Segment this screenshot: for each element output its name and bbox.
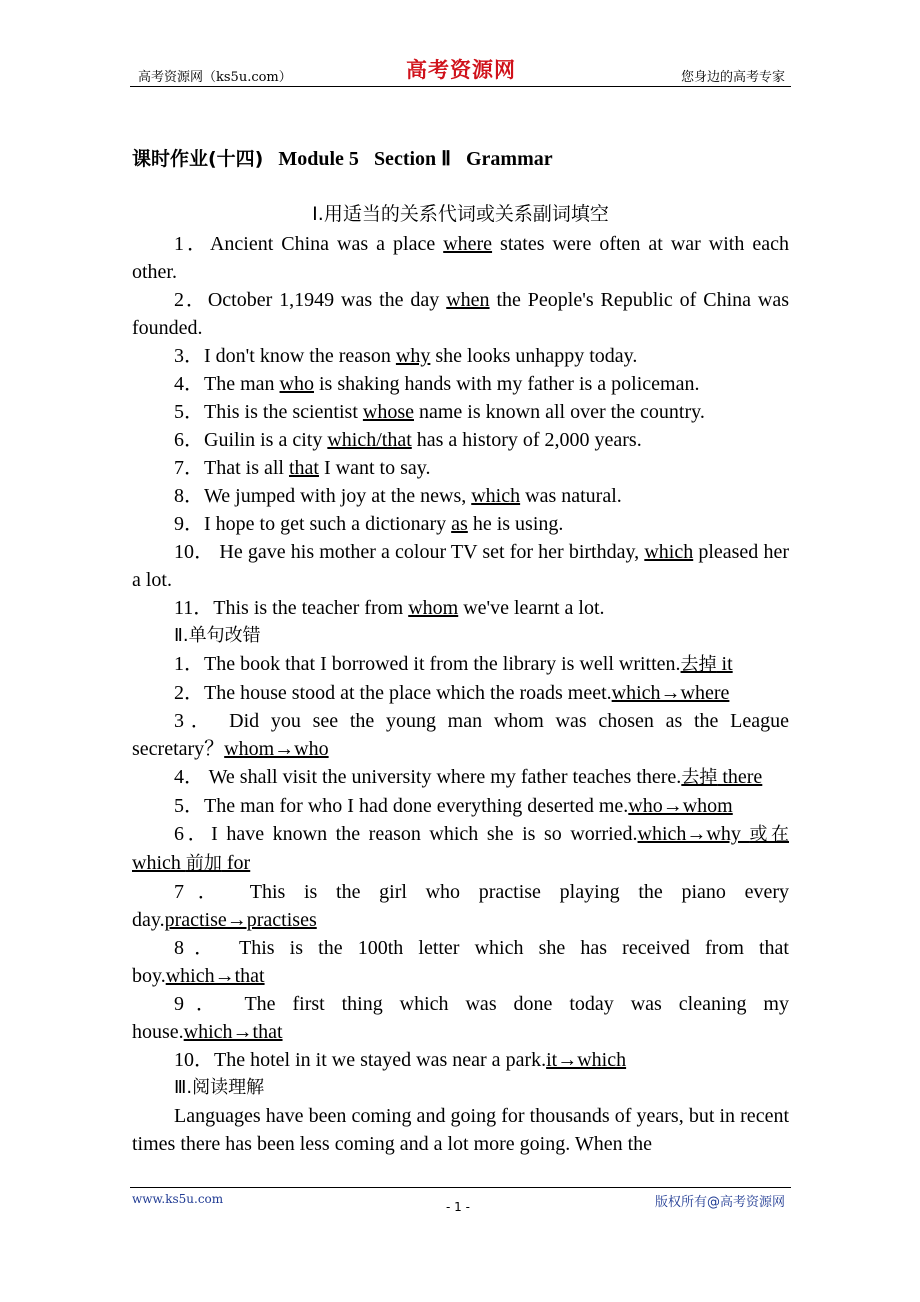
cjk-text: 前加: [185, 853, 222, 874]
document-body: [132, 200, 789, 1158]
fill-in-item-6: [132, 426, 789, 454]
title-cn: 课时作业(十四): [132, 148, 264, 170]
fill-in-item-2: [132, 286, 789, 342]
item-text: 8． This is the 100th letter which she has received from that boy.: [132, 937, 789, 987]
part1-list: [132, 230, 789, 622]
item-text: 7．That is all: [174, 457, 289, 479]
title-section: Section Ⅱ: [373, 148, 451, 170]
correction-item-5: [132, 792, 789, 820]
item-text: she looks unhappy today.: [430, 345, 638, 367]
answer-blank: that: [288, 457, 319, 479]
item-text: he is using.: [467, 513, 564, 535]
item-text: 10．The hotel in it we stayed was near a park.: [174, 1049, 547, 1071]
cjk-text: 去掉: [680, 654, 717, 675]
part2-list: [132, 650, 789, 1074]
header-right-text: 您身边的高考专家: [680, 70, 785, 85]
fill-in-item-5: [132, 398, 789, 426]
item-text: 2．The house stood at the place which the roads meet.: [174, 682, 612, 704]
correction-item-10: [132, 1046, 789, 1074]
correction-item-6: [132, 820, 789, 878]
fill-in-item-3: [132, 342, 789, 370]
correction-item-1: [132, 650, 789, 679]
correction-answer: which→why 或在 which 前加 for: [132, 823, 789, 874]
item-text: was natural.: [520, 485, 622, 507]
correction-item-4: [132, 763, 789, 792]
item-text: 5．This is the scientist: [174, 401, 363, 423]
item-text: states were often at war with each other.: [132, 233, 789, 283]
header-left-text: 高考资源网（ks5u.com）: [138, 70, 292, 85]
header-logo: 高考资源网: [406, 57, 516, 82]
answer-blank: whom: [408, 597, 459, 619]
page-title: [132, 144, 553, 171]
title-module: Module 5: [278, 148, 359, 170]
part3-paragraph: Languages have been coming and going for thousands of years, but in recent times there has been less coming and a lot more going. When the: [132, 1105, 789, 1155]
correction-answer: which→that: [165, 965, 265, 987]
item-text: 3． Did you see the young man whom was chosen as the League secretary？: [132, 710, 789, 760]
correction-answer: practise→practises: [164, 909, 317, 931]
item-text: I want to say.: [318, 457, 431, 479]
part2-heading: Ⅱ.单句改错: [174, 625, 261, 646]
part3-heading: Ⅲ.阅读理解: [174, 1077, 265, 1098]
item-text: 8．We jumped with joy at the news,: [174, 485, 472, 507]
cjk-text: 或在: [749, 824, 789, 845]
item-text: 6．I have known the reason which she is so worried.: [174, 823, 638, 845]
item-text: 9．I hope to get such a dictionary: [174, 513, 452, 535]
item-text: the People's Republic of China was founded.: [132, 289, 790, 339]
item-text: 10． He gave his mother a colour TV set for her birthday,: [174, 541, 645, 563]
correction-answer: it→which: [546, 1049, 627, 1071]
answer-blank: when: [446, 289, 490, 311]
cjk-text: 去掉: [681, 767, 718, 788]
answer-blank: as: [451, 513, 468, 535]
fill-in-item-9: [132, 510, 789, 538]
correction-item-8: [132, 934, 789, 990]
correction-item-3: [132, 707, 789, 763]
fill-in-item-7: [132, 454, 789, 482]
item-text: 4． We shall visit the university where my father teaches there.: [174, 766, 682, 788]
item-text: 4．The man: [174, 373, 280, 395]
correction-answer: which→where: [611, 682, 730, 704]
item-text: 9． The first thing which was done today was cleaning my house.: [132, 993, 789, 1043]
correction-item-7: [132, 878, 789, 934]
correction-item-9: [132, 990, 789, 1046]
page-header: [130, 52, 791, 87]
fill-in-item-8: [132, 482, 789, 510]
item-text: 5．The man for who I had done everything deserted me.: [174, 795, 629, 817]
footer-copyright: 版权所有@高考资源网: [654, 1195, 785, 1210]
fill-in-item-11: [132, 594, 789, 622]
item-text: 2．October 1,1949 was the day: [174, 289, 447, 311]
item-text: 7． This is the girl who practise playing the piano every day.: [132, 881, 789, 931]
item-text: 11．This is the teacher from: [174, 597, 409, 619]
fill-in-item-1: [132, 230, 789, 286]
answer-blank: who: [279, 373, 314, 395]
correction-answer: whom→who: [224, 738, 329, 760]
answer-blank: where: [443, 233, 493, 255]
correction-answer: 去掉 it: [680, 653, 733, 675]
item-text: name is known all over the country.: [414, 401, 705, 423]
correction-item-2: [132, 679, 789, 707]
item-text: 3．I don't know the reason: [174, 345, 396, 367]
answer-blank: whose: [362, 401, 414, 423]
correction-answer: which→that: [183, 1021, 283, 1043]
fill-in-item-10: [132, 538, 789, 594]
title-topic: Grammar: [466, 148, 553, 170]
footer-website[interactable]: www.ks5u.com: [132, 1192, 224, 1206]
fill-in-item-4: [132, 370, 789, 398]
correction-answer: 去掉 there: [681, 766, 763, 788]
page-footer: [130, 1187, 791, 1214]
item-text: 6．Guilin is a city: [174, 429, 328, 451]
item-text: 1．The book that I borrowed it from the library is well written.: [174, 653, 681, 675]
item-text: is shaking hands with my father is a policeman.: [313, 373, 700, 395]
answer-blank: which: [471, 485, 521, 507]
item-text: pleased her a lot.: [132, 541, 789, 591]
answer-blank: which/that: [327, 429, 412, 451]
part1-heading: Ⅰ.用适当的关系代词或关系副词填空: [312, 203, 609, 225]
item-text: we've learnt a lot.: [458, 597, 605, 619]
answer-blank: why: [395, 345, 431, 367]
footer-page-number: - 1 -: [446, 1200, 470, 1214]
answer-blank: which: [644, 541, 694, 563]
item-text: 1．Ancient China was a place: [174, 233, 444, 255]
correction-answer: who→whom: [628, 795, 733, 817]
item-text: has a history of 2,000 years.: [411, 429, 642, 451]
